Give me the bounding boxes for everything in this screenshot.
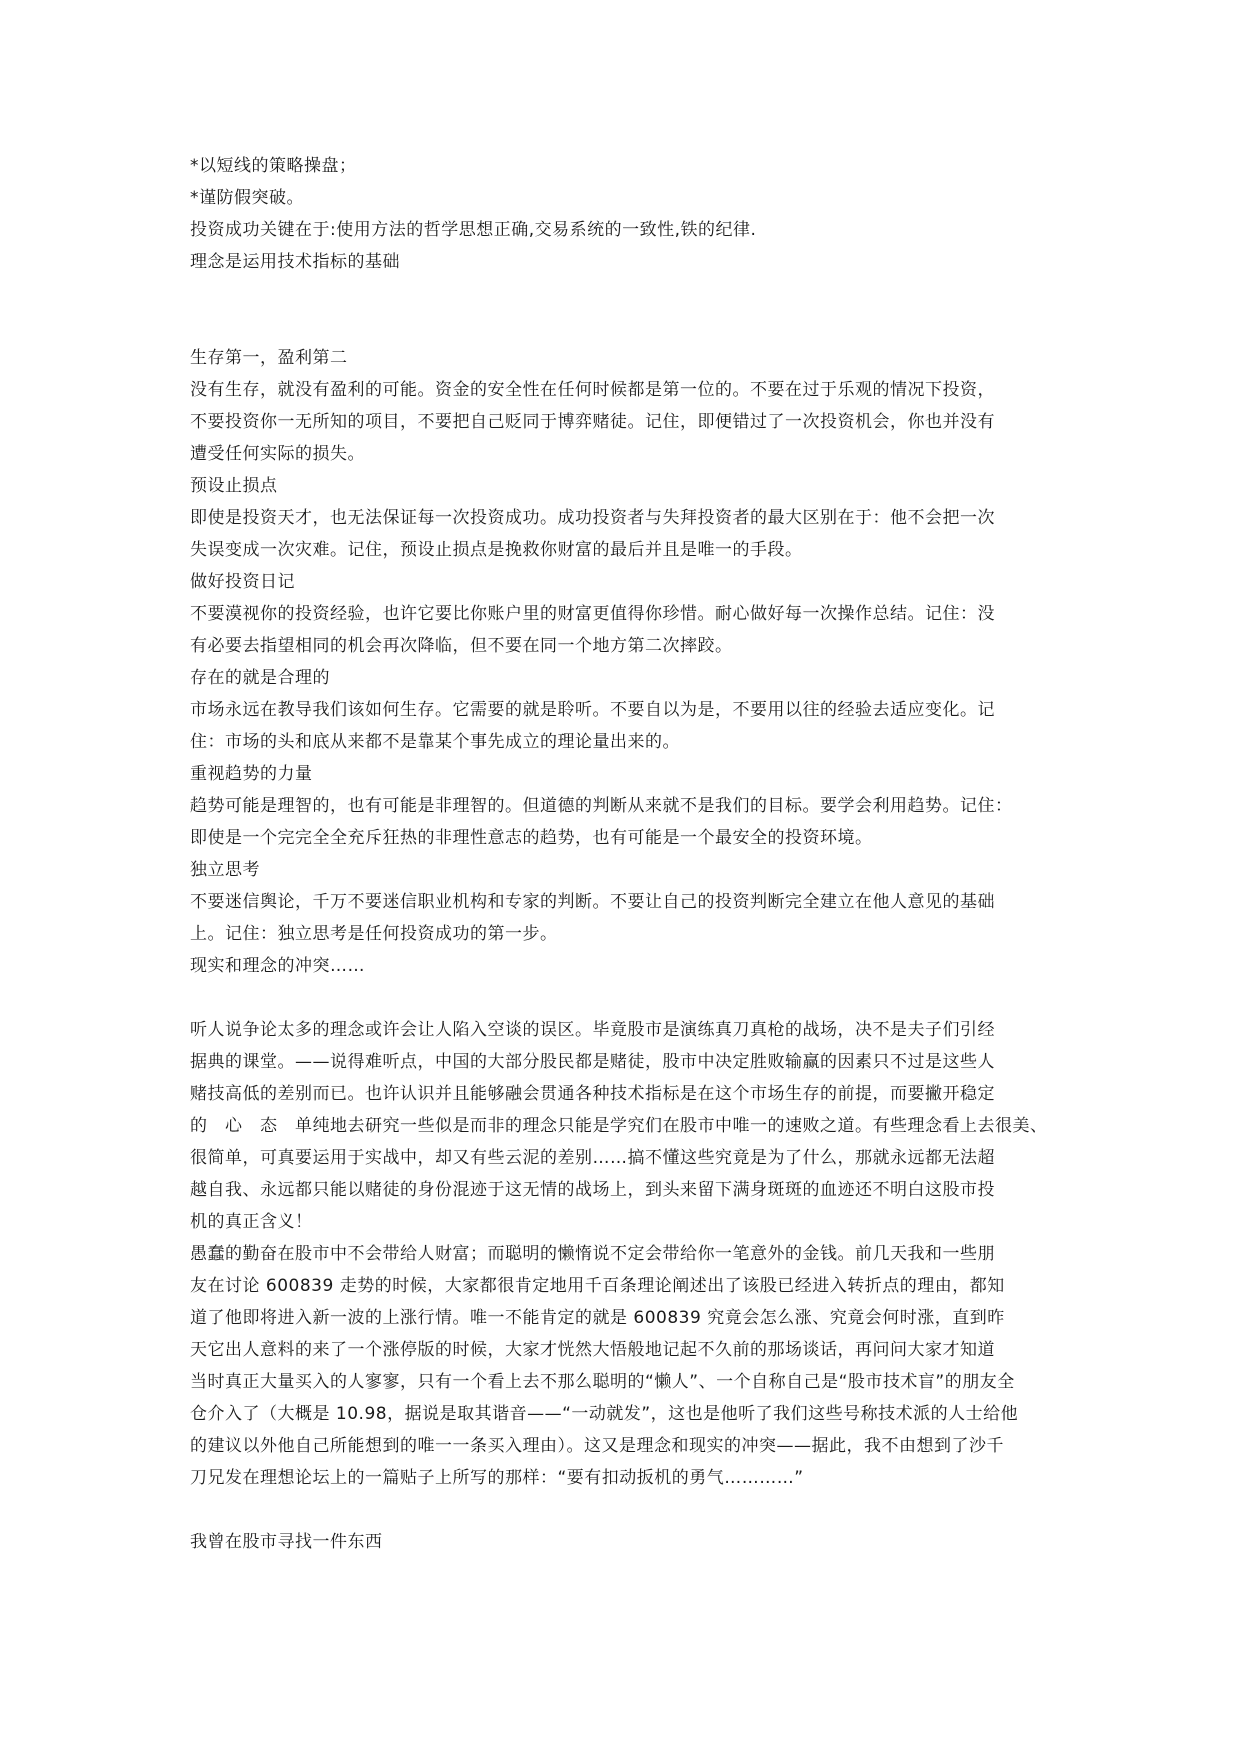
section-heading: 现实和理念的冲突…… xyxy=(190,956,365,976)
text-line: 即使是一个完完全全充斥狂热的非理性意志的趋势，也有可能是一个最安全的投资环境。 xyxy=(190,828,873,848)
paragraph xyxy=(190,374,1070,470)
paragraph xyxy=(190,502,1070,566)
text-line: 趋势可能是理智的，也有可能是非理智的。但道德的判断从来就不是我们的目标。要学会利用趋势。记住： xyxy=(190,796,1013,816)
text-line: 不要漠视你的投资经验，也许它要比你账户里的财富更值得你珍惜。耐心做好每一次操作总结。记住：没 xyxy=(190,604,995,624)
text-line: 机的真正含义！ xyxy=(190,1212,313,1232)
paragraph xyxy=(190,1014,1070,1238)
text-line: *谨防假突破。 xyxy=(190,188,304,208)
text-line: 遭受任何实际的损失。 xyxy=(190,444,365,464)
paragraph xyxy=(190,598,1070,662)
text-line: 没有生存，就没有盈利的可能。资金的安全性在任何时候都是第一位的。不要在过于乐观的情况下投资， xyxy=(190,380,995,400)
text-line: 上。记住：独立思考是任何投资成功的第一步。 xyxy=(190,924,558,944)
spacer xyxy=(190,1494,1070,1526)
text-line: 天它出人意料的来了一个涨停版的时候，大家才恍然大悟般地记起不久前的那场谈话，再问问大家才知道 xyxy=(190,1340,995,1360)
paragraph xyxy=(190,1238,1070,1494)
text-line: 仓介入了（大概是 10.98，据说是取其谐音——“一动就发”，这也是他听了我们这些号称技术派的人士给他 xyxy=(190,1404,1019,1424)
section-heading: 生存第一，盈利第二 xyxy=(190,348,348,368)
section-heading: 做好投资日记 xyxy=(190,572,295,592)
section-heading: 重视趋势的力量 xyxy=(190,764,313,784)
text-line: 投资成功关键在于:使用方法的哲学思想正确,交易系统的一致性,铁的纪律. xyxy=(190,220,757,240)
paragraph xyxy=(190,790,1070,854)
text-line: 很简单，可真要运用于实战中，却又有些云泥的差别……搞不懂这些究竟是为了什么，那就永远都无法超 xyxy=(190,1148,995,1168)
section-heading: 独立思考 xyxy=(190,860,260,880)
text-line: 当时真正大量买入的人寥寥，只有一个看上去不那么聪明的“懒人”、一个自称自己是“股市技术盲”的朋友全 xyxy=(190,1372,1015,1392)
text-line: 不要投资你一无所知的项目，不要把自己贬同于博弈赌徒。记住，即便错过了一次投资机会，你也并没有 xyxy=(190,412,995,432)
text-line: 有必要去指望相同的机会再次降临，但不要在同一个地方第二次摔跤。 xyxy=(190,636,733,656)
text-line: 赌技高低的差别而已。也许认识并且能够融会贯通各种技术指标是在这个市场生存的前提，而要撇开稳定 xyxy=(190,1084,995,1104)
text-line: 的 心 态 单纯地去研究一些似是而非的理念只能是学究们在股市中唯一的速败之道。有些理念看上去很美、 xyxy=(190,1116,1048,1136)
text-line: 的建议以外他自己所能想到的唯一一条买入理由）。这又是理念和现实的冲突——据此，我不由想到了沙千 xyxy=(190,1436,1004,1456)
text-line: *以短线的策略操盘； xyxy=(190,156,357,176)
text-line: 即使是投资天才，也无法保证每一次投资成功。成功投资者与失拜投资者的最大区别在于：他不会把一次 xyxy=(190,508,995,528)
paragraph xyxy=(190,886,1070,950)
document-body xyxy=(190,150,1070,1558)
text-line: 我曾在股市寻找一件东西 xyxy=(190,1532,383,1552)
text-line: 听人说争论太多的理念或许会让人陷入空谈的误区。毕竟股市是演练真刀真枪的战场，决不是夫子们引经 xyxy=(190,1020,995,1040)
text-line: 刀兄发在理想论坛上的一篇贴子上所写的那样：“要有扣动扳机的勇气…………” xyxy=(190,1468,804,1488)
text-line: 失误变成一次灾难。记住，预设止损点是挽救你财富的最后并且是唯一的手段。 xyxy=(190,540,803,560)
text-line: 道了他即将进入新一波的上涨行情。唯一不能肯定的就是 600839 究竟会怎么涨、究竟会何时涨，直到昨 xyxy=(190,1308,1005,1328)
spacer xyxy=(190,278,1070,342)
text-line: 愚蠢的勤奋在股市中不会带给人财富；而聪明的懒惰说不定会带给你一笔意外的金钱。前几天我和一些朋 xyxy=(190,1244,995,1264)
section-heading: 预设止损点 xyxy=(190,476,278,496)
text-line: 市场永远在教导我们该如何生存。它需要的就是聆听。不要自以为是，不要用以往的经验去适应变化。记 xyxy=(190,700,995,720)
text-line: 越自我、永远都只能以赌徒的身份混迹于这无情的战场上，到头来留下满身斑斑的血迹还不明白这股市投 xyxy=(190,1180,995,1200)
section-heading: 存在的就是合理的 xyxy=(190,668,330,688)
text-line: 友在讨论 600839 走势的时候，大家都很肯定地用千百条理论阐述出了该股已经进入转折点的理由，都知 xyxy=(190,1276,1005,1296)
text-line: 理念是运用技术指标的基础 xyxy=(190,252,400,272)
text-line: 据典的课堂。——说得难听点，中国的大部分股民都是赌徒，股市中决定胜败输赢的因素只不过是这些人 xyxy=(190,1052,995,1072)
text-line: 住：市场的头和底从来都不是靠某个事先成立的理论量出来的。 xyxy=(190,732,680,752)
paragraph xyxy=(190,694,1070,758)
spacer xyxy=(190,982,1070,1014)
text-line: 不要迷信舆论，千万不要迷信职业机构和专家的判断。不要让自己的投资判断完全建立在他人意见的基础 xyxy=(190,892,995,912)
